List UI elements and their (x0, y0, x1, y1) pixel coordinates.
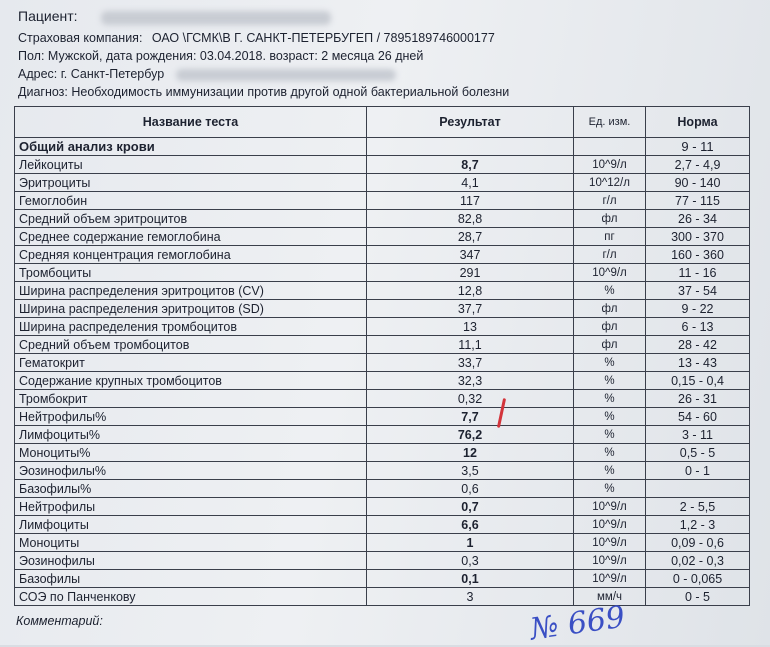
norm-cell: 28 - 42 (646, 336, 750, 354)
norm-cell: 2,7 - 4,9 (646, 156, 750, 174)
table-row (15, 300, 750, 318)
table-row (15, 408, 750, 426)
result-cell: 347 (367, 246, 574, 264)
unit-cell: г/л (574, 192, 646, 210)
test-name-cell: Базофилы% (15, 480, 367, 498)
sex-dob-line: Пол: Мужской, дата рождения: 03.04.2018. возраст: 2 месяца 26 дней (18, 49, 424, 63)
norm-cell: 3 - 11 (646, 426, 750, 444)
test-name-cell: Средняя концентрация гемоглобина (15, 246, 367, 264)
handwritten-number: № 669 (528, 599, 628, 647)
table-row (15, 156, 750, 174)
norm-cell: 26 - 31 (646, 390, 750, 408)
unit-cell: % (574, 426, 646, 444)
unit-cell: % (574, 390, 646, 408)
results-body (15, 138, 750, 606)
insurance-label: Страховая компания: (18, 31, 143, 45)
diagnosis-line: Диагноз: Необходимость иммунизации против другой одной бактериальной болезни (18, 85, 510, 99)
result-cell: 0,1 (367, 570, 574, 588)
test-name-cell: Содержание крупных тромбоцитов (15, 372, 367, 390)
result-cell: 4,1 (367, 174, 574, 192)
norm-cell: 37 - 54 (646, 282, 750, 300)
test-name-cell: Эозинофилы% (15, 462, 367, 480)
result-cell: 0,7 (367, 498, 574, 516)
unit-cell: 10^9/л (574, 534, 646, 552)
norm-cell: 11 - 16 (646, 264, 750, 282)
unit-cell: фл (574, 318, 646, 336)
norm-cell: 300 - 370 (646, 228, 750, 246)
norm-cell: 9 - 22 (646, 300, 750, 318)
section-empty-unit (574, 138, 646, 156)
norm-cell: 26 - 34 (646, 210, 750, 228)
table-row (15, 534, 750, 552)
test-name-cell: СОЭ по Панченкову (15, 588, 367, 606)
result-cell: 32,3 (367, 372, 574, 390)
test-name-cell: Средний объем тромбоцитов (15, 336, 367, 354)
table-row (15, 372, 750, 390)
test-name-cell: Нейтрофилы (15, 498, 367, 516)
table-row (15, 246, 750, 264)
test-name-cell: Тромбокрит (15, 390, 367, 408)
result-cell: 3,5 (367, 462, 574, 480)
result-cell: 82,8 (367, 210, 574, 228)
table-row (15, 192, 750, 210)
redacted-patient-name (101, 11, 331, 25)
result-cell: 11,1 (367, 336, 574, 354)
unit-cell: % (574, 372, 646, 390)
unit-cell: мм/ч (574, 588, 646, 606)
table-row (15, 228, 750, 246)
result-cell: 33,7 (367, 354, 574, 372)
norm-cell: 0 - 1 (646, 462, 750, 480)
unit-cell: 10^9/л (574, 516, 646, 534)
test-name-cell: Ширина распределения эритроцитов (SD) (15, 300, 367, 318)
unit-cell: фл (574, 300, 646, 318)
result-cell: 291 (367, 264, 574, 282)
norm-cell: 1,2 - 3 (646, 516, 750, 534)
test-name-cell: Эозинофилы (15, 552, 367, 570)
header-test-name: Название теста (15, 107, 367, 138)
test-name-cell: Лейкоциты (15, 156, 367, 174)
test-name-cell: Тромбоциты (15, 264, 367, 282)
result-cell: 117 (367, 192, 574, 210)
table-row (15, 282, 750, 300)
result-cell: 8,7 (367, 156, 574, 174)
norm-cell: 2 - 5,5 (646, 498, 750, 516)
result-cell: 12 (367, 444, 574, 462)
address-label: Адрес: г. Санкт-Петербур (18, 67, 165, 81)
test-name-cell: Лимфоциты (15, 516, 367, 534)
table-row (15, 390, 750, 408)
unit-cell: % (574, 408, 646, 426)
test-name-cell: Гематокрит (15, 354, 367, 372)
table-row (15, 336, 750, 354)
unit-cell: % (574, 462, 646, 480)
table-row (15, 552, 750, 570)
test-name-cell: Эритроциты (15, 174, 367, 192)
test-name-cell: Средний объем эритроцитов (15, 210, 367, 228)
norm-cell: 90 - 140 (646, 174, 750, 192)
unit-cell: % (574, 480, 646, 498)
insurance-value: ОАО \ГСМК\В Г. САНКТ-ПЕТЕРБУГЕП / 7895189746000177 (151, 31, 495, 45)
test-name-cell: Моноциты (15, 534, 367, 552)
test-name-cell: Среднее содержание гемоглобина (15, 228, 367, 246)
norm-cell: 160 - 360 (646, 246, 750, 264)
test-name-cell: Нейтрофилы% (15, 408, 367, 426)
norm-cell: 6 - 13 (646, 318, 750, 336)
result-cell: 28,7 (367, 228, 574, 246)
result-cell: 1 (367, 534, 574, 552)
result-cell: 13 (367, 318, 574, 336)
table-row (15, 480, 750, 498)
table-row (15, 498, 750, 516)
result-cell: 37,7 (367, 300, 574, 318)
result-cell: 7,7 (367, 408, 574, 426)
norm-cell: 77 - 115 (646, 192, 750, 210)
insurance-line (18, 31, 495, 45)
test-name-cell: Гемоглобин (15, 192, 367, 210)
norm-cell: 0,02 - 0,3 (646, 552, 750, 570)
unit-cell: 10^9/л (574, 552, 646, 570)
result-cell: 3 (367, 588, 574, 606)
unit-cell: 10^9/л (574, 498, 646, 516)
section-empty-result (367, 138, 574, 156)
table-row (15, 426, 750, 444)
table-row (15, 570, 750, 588)
table-row (15, 354, 750, 372)
patient-line (18, 8, 331, 25)
norm-cell (646, 480, 750, 498)
result-cell: 6,6 (367, 516, 574, 534)
table-row (15, 444, 750, 462)
test-name-cell: Ширина распределения тромбоцитов (15, 318, 367, 336)
result-cell: 0,3 (367, 552, 574, 570)
test-name-cell: Ширина распределения эритроцитов (CV) (15, 282, 367, 300)
header-unit: Ед. изм. (574, 107, 646, 138)
unit-cell: 10^9/л (574, 264, 646, 282)
norm-cell: 0 - 5 (646, 588, 750, 606)
table-row (15, 462, 750, 480)
unit-cell: фл (574, 336, 646, 354)
address-line (18, 67, 396, 81)
unit-cell: пг (574, 228, 646, 246)
test-name-cell: Лимфоциты% (15, 426, 367, 444)
results-table (14, 106, 750, 606)
section-norm: 9 - 11 (646, 138, 750, 156)
unit-cell: 10^9/л (574, 156, 646, 174)
section-title: Общий анализ крови (15, 138, 367, 156)
result-cell: 0,6 (367, 480, 574, 498)
header-norm: Норма (646, 107, 750, 138)
norm-cell: 0,09 - 0,6 (646, 534, 750, 552)
result-cell: 76,2 (367, 426, 574, 444)
table-header-row (15, 107, 750, 138)
comment-label: Комментарий: (16, 614, 103, 628)
section-row (15, 138, 750, 156)
table-row (15, 318, 750, 336)
norm-cell: 13 - 43 (646, 354, 750, 372)
patient-label: Пациент: (18, 8, 78, 24)
redacted-address (176, 69, 396, 81)
table-row (15, 264, 750, 282)
result-cell: 0,32 (367, 390, 574, 408)
result-cell: 12,8 (367, 282, 574, 300)
test-name-cell: Базофилы (15, 570, 367, 588)
table-row (15, 516, 750, 534)
table-row (15, 210, 750, 228)
norm-cell: 0,15 - 0,4 (646, 372, 750, 390)
norm-cell: 54 - 60 (646, 408, 750, 426)
norm-cell: 0,5 - 5 (646, 444, 750, 462)
unit-cell: % (574, 444, 646, 462)
unit-cell: 10^12/л (574, 174, 646, 192)
table-row (15, 174, 750, 192)
unit-cell: % (574, 354, 646, 372)
unit-cell: г/л (574, 246, 646, 264)
unit-cell: % (574, 282, 646, 300)
unit-cell: 10^9/л (574, 570, 646, 588)
unit-cell: фл (574, 210, 646, 228)
test-name-cell: Моноциты% (15, 444, 367, 462)
table-row (15, 588, 750, 606)
norm-cell: 0 - 0,065 (646, 570, 750, 588)
header-result: Результат (367, 107, 574, 138)
